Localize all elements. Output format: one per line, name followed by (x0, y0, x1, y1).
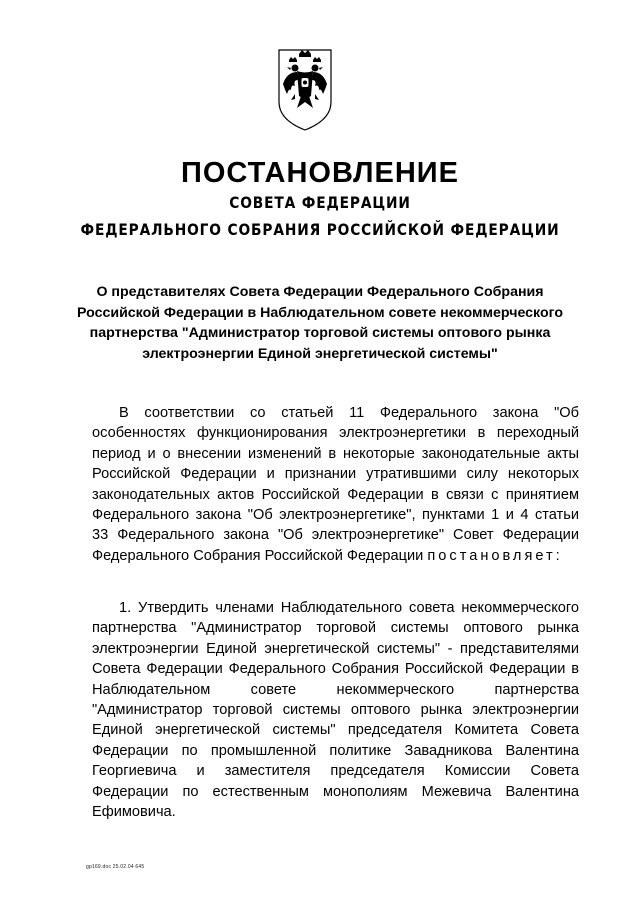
decree-word: постановляет: (427, 547, 563, 564)
preamble-text: В соответствии со статьей 11 Федерального закона "Об особенностях функционирования электроэнергетики в переходный период и о внесении изменений в некоторые законодательные акты Российской Федерации и признании утратившими силу некоторых законодательных актов Российской Федерации в связи с принятием Федерального закона "Об электроэнергетике", пунктами 1 и 4 статьи 33 Федерального закона "Об электроэнергетике" Совет Федерации Федерального Собрания Российской Федерации (92, 405, 579, 564)
document-title: ПОСТАНОВЛЕНИЕ (181, 157, 459, 189)
issuing-body-line-1: СОВЕТА ФЕДЕРАЦИИ (229, 193, 411, 212)
issuing-body-line-2: ФЕДЕРАЛЬНОГО СОБРАНИЯ РОССИЙСКОЙ ФЕДЕРАЦИИ (80, 220, 560, 239)
double-headed-eagle-icon (275, 44, 335, 132)
file-reference-footer: gp169.doc 25.02.04 645 (86, 864, 145, 870)
document-subject: О представителях Совета Федерации Федерального Собрания Российской Федерации в Наблюдательном совете некоммерческого партнерства "Администратор торговой системы оптового рынка электроэнергии Единой энергетической системы" (76, 284, 564, 362)
clause-1-paragraph: 1. Утвердить членами Наблюдательного совета некоммерческого партнерства "Администратор торговой системы оптового рынка электроэнергии Единой энергетической системы" - представителями Совета Федерации Федерального Собрания Российской Федерации в Наблюдательном совете некоммерческого партнерства "Администратор торговой системы оптового рынка электроэнергии Единой энергетической системы" председателя Комитета Совета Федерации по промышленной политике Завадникова Валентина Георгиевича и заместителя председателя Комиссии Совета Федерации по естественным монополиям Межевича Валентина Ефимовича. (92, 600, 579, 821)
coat-of-arms-emblem (275, 44, 335, 132)
preamble-paragraph (92, 403, 579, 566)
